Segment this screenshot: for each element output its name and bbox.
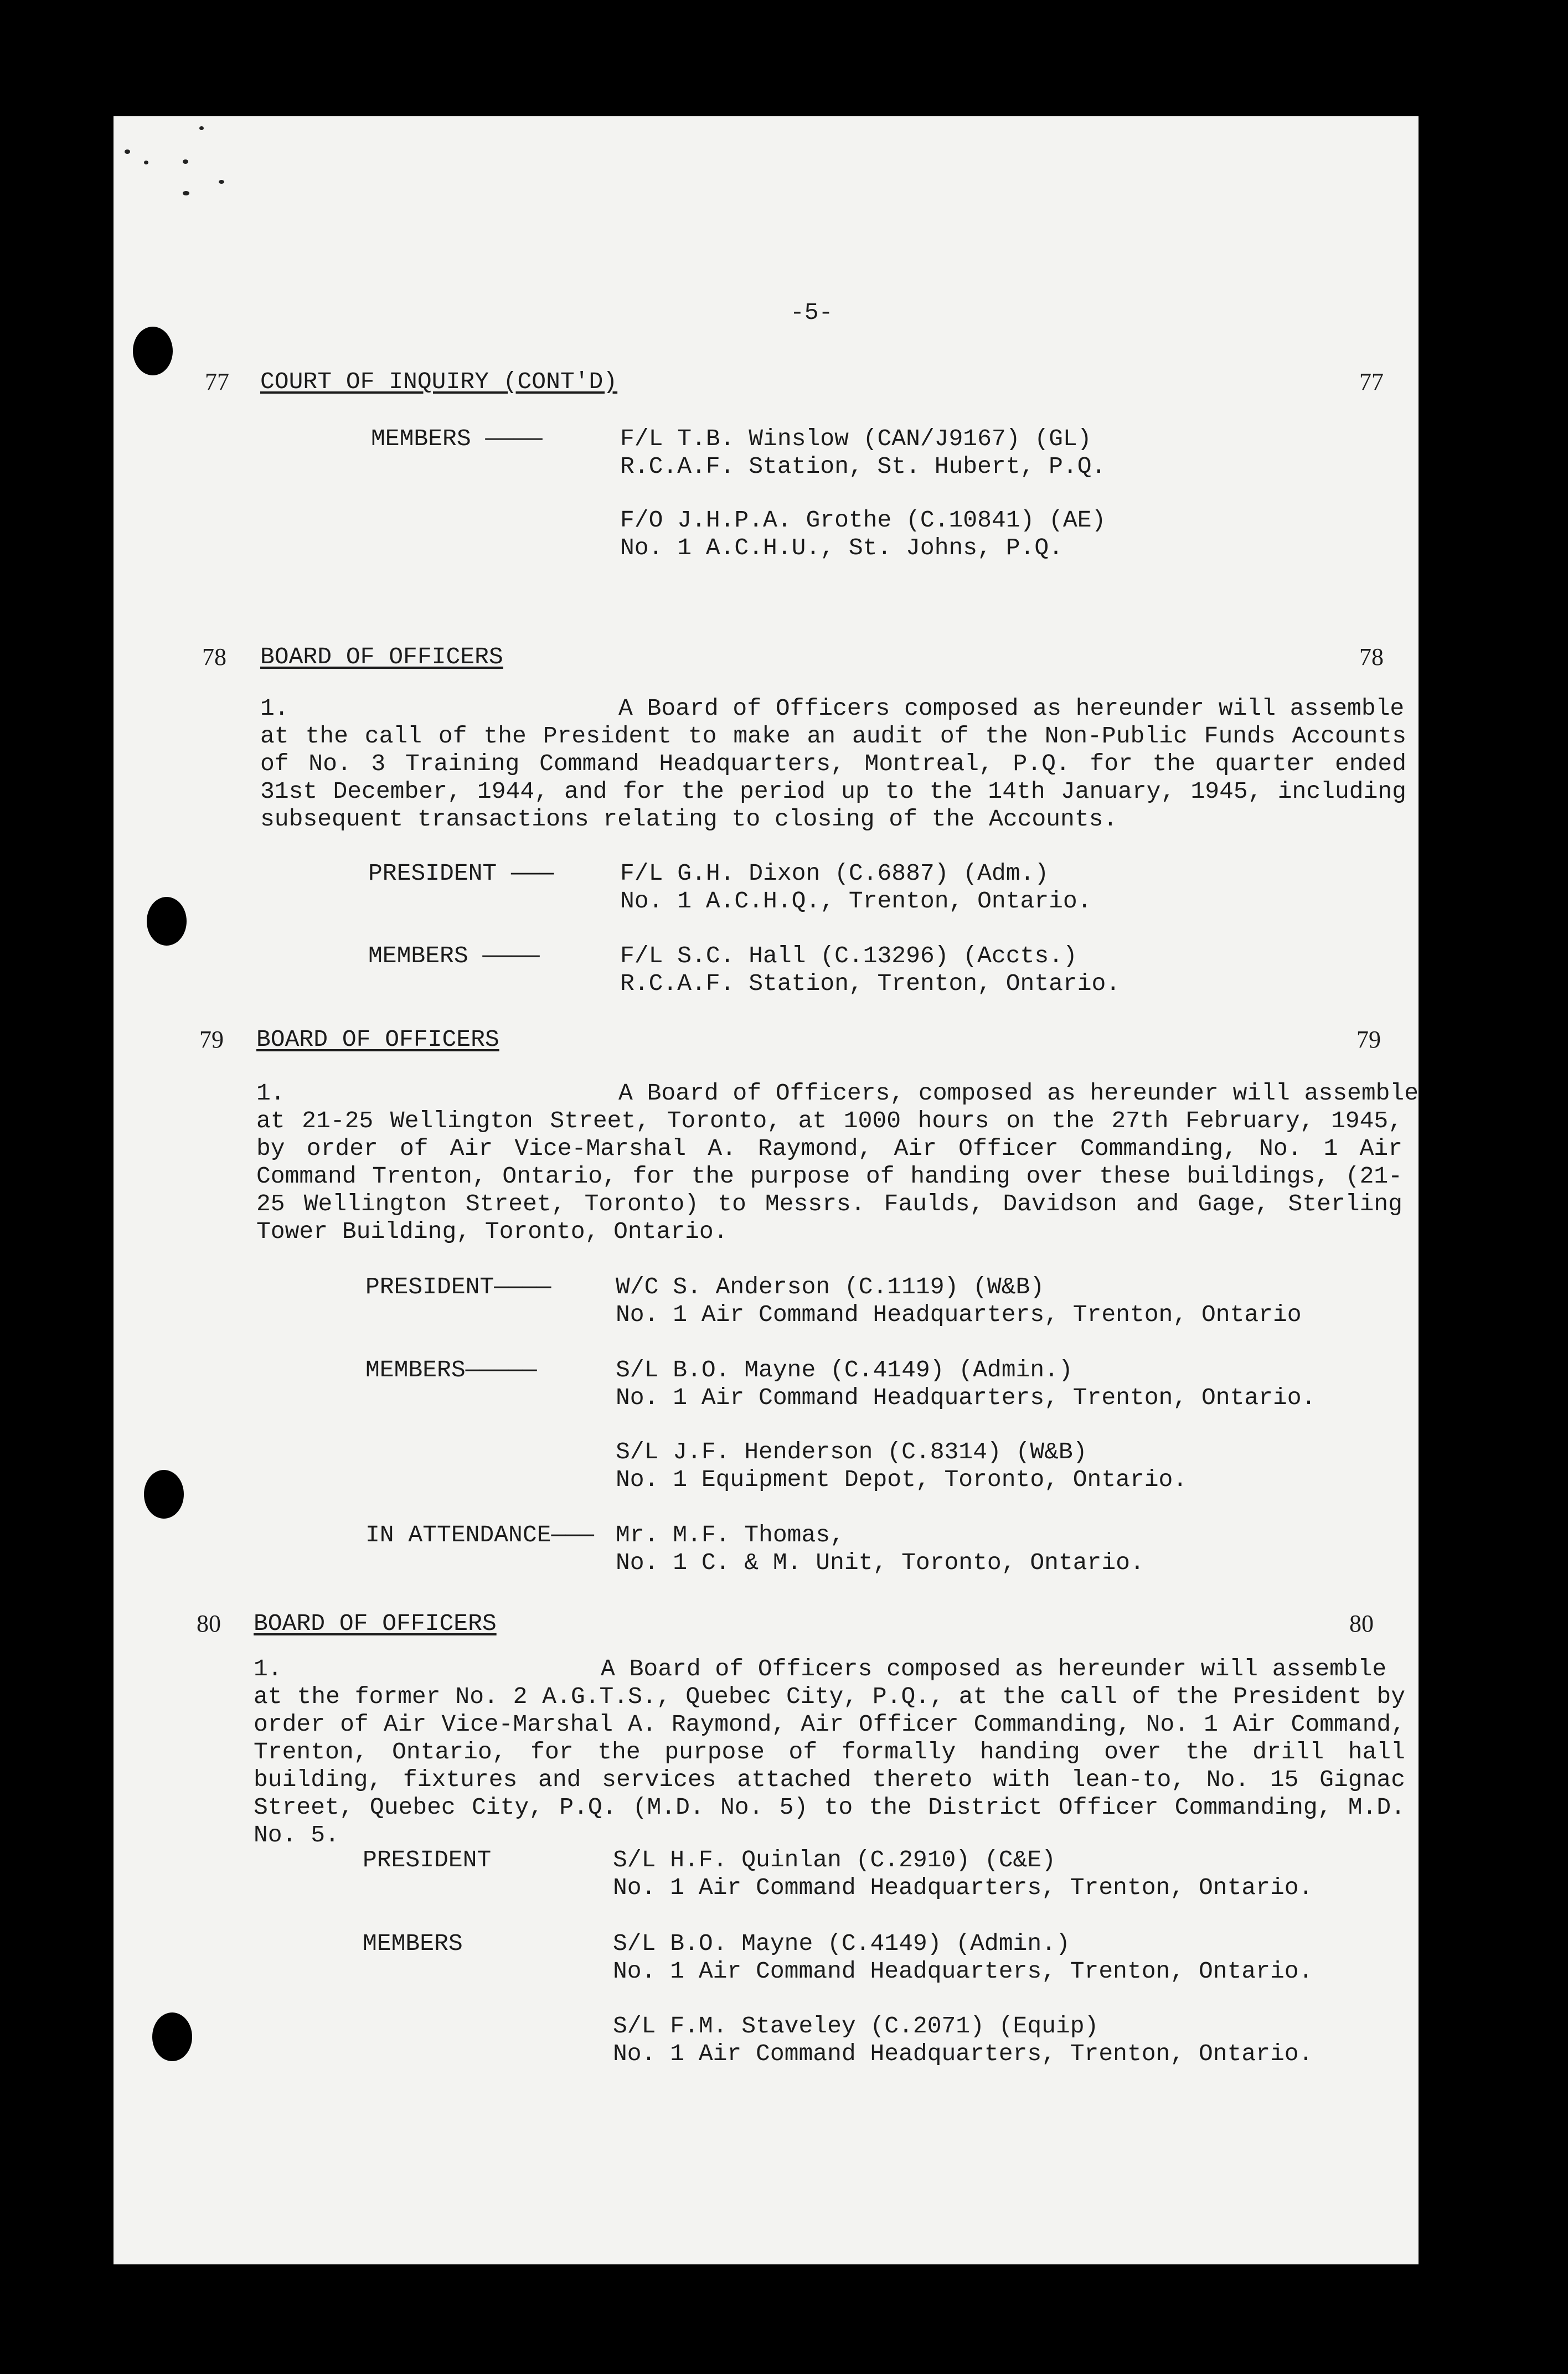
member-line: No. 1 Equipment Depot, Toronto, Ontario. — [616, 1466, 1188, 1493]
dust-speck — [183, 191, 189, 195]
member-line: F/L T.B. Winslow (CAN/J9167) (GL) — [620, 425, 1092, 452]
section-title: COURT OF INQUIRY (CONT'D) — [260, 368, 618, 395]
section-number-right: 80 — [1349, 1610, 1374, 1637]
member-line: No. 1 Air Command Headquarters, Trenton, Ontario. — [616, 1384, 1316, 1411]
president-label: PRESIDENT ——— — [368, 860, 554, 887]
president-line: No. 1 Air Command Headquarters, Trenton, Ontario. — [613, 1874, 1313, 1901]
paragraph-first-line: A Board of Officers composed as hereunder will assemble — [618, 695, 1405, 722]
paragraph-number: 1. — [256, 1080, 285, 1107]
member-line: S/L B.O. Mayne (C.4149) (Admin.) — [613, 1930, 1070, 1957]
member-line: S/L B.O. Mayne (C.4149) (Admin.) — [616, 1356, 1073, 1384]
attendance-label: IN ATTENDANCE——— — [365, 1521, 594, 1549]
section-number-right: 78 — [1359, 643, 1384, 670]
member-line: R.C.A.F. Station, St. Hubert, P.Q. — [620, 453, 1106, 480]
member-line: R.C.A.F. Station, Trenton, Ontario. — [620, 970, 1121, 997]
member-line: F/O J.H.P.A. Grothe (C.10841) (AE) — [620, 507, 1106, 534]
members-label: MEMBERS ———— — [368, 942, 540, 969]
attendance-line: No. 1 C. & M. Unit, Toronto, Ontario. — [616, 1549, 1144, 1576]
paragraph-first-line: A Board of Officers composed as hereunder will assemble — [601, 1655, 1387, 1683]
president-label: PRESIDENT———— — [365, 1273, 551, 1300]
dust-speck — [125, 149, 130, 154]
dust-speck — [183, 159, 188, 164]
president-line: No. 1 A.C.H.Q., Trenton, Ontario. — [620, 887, 1092, 915]
member-line: F/L S.C. Hall (C.13296) (Accts.) — [620, 942, 1077, 969]
section-title: BOARD OF OFFICERS — [256, 1026, 499, 1053]
member-line: No. 1 Air Command Headquarters, Trenton, Ontario. — [613, 1958, 1313, 1985]
president-line: F/L G.H. Dixon (C.6887) (Adm.) — [620, 860, 1049, 887]
paragraph-body: at 21-25 Wellington Street, Toronto, at 1000 hours on the 27th February, 1945, by order of Air Vice-Marshal A. Raymond, Air Officer Commanding, No. 1 Air Command Trenton, Ontario, for the purpose of handing over these buildings, (21-25 Wellington Street, Toronto) to Messrs. Faulds, Davidson and Gage, Sterling Tower Building, Toronto, Ontario. — [256, 1107, 1402, 1245]
section-number-left: 80 — [197, 1610, 221, 1637]
members-label: MEMBERS ———— — [371, 425, 543, 452]
document-page — [114, 116, 1419, 2264]
section-title: BOARD OF OFFICERS — [254, 1610, 497, 1637]
section-title: BOARD OF OFFICERS — [260, 643, 503, 670]
member-line: No. 1 A.C.H.U., St. Johns, P.Q. — [620, 534, 1063, 561]
dust-speck — [144, 161, 148, 164]
members-label: MEMBERS — [363, 1930, 463, 1957]
attendance-line: Mr. M.F. Thomas, — [616, 1521, 844, 1549]
president-line: No. 1 Air Command Headquarters, Trenton, Ontario — [616, 1301, 1302, 1328]
punch-hole-bottom — [152, 2012, 192, 2061]
page-number: -5- — [790, 299, 833, 326]
section-number-right: 77 — [1359, 368, 1384, 395]
paragraph-body: at the former No. 2 A.G.T.S., Quebec City, P.Q., at the call of the President by order of Air Vice-Marshal A. Raymond, Air Officer Commanding, No. 1 Air Command, Trenton, Ontario, for the purpose of formally handing over the drill hall building, fixtures and services attached thereto with lean-to, No. 15 Gignac Street, Quebec City, P.Q. (M.D. No. 5) to the District Officer Commanding, M.D. No. 5. — [254, 1683, 1405, 1849]
paragraph-body: at the call of the President to make an audit of the Non-Public Funds Accounts of No. 3 Training Command Headquarters, Montreal, P.Q. for the quarter ended 31st December, 1944, and for the period up to the 14th January, 1945, including subsequent transactions relating to closing of the Accounts. — [260, 722, 1406, 833]
paragraph-number: 1. — [260, 695, 289, 722]
member-line: No. 1 Air Command Headquarters, Trenton, Ontario. — [613, 2040, 1313, 2067]
punch-hole-top — [133, 327, 173, 375]
section-number-left: 78 — [202, 643, 226, 670]
section-number-right: 79 — [1356, 1026, 1381, 1053]
president-line: S/L H.F. Quinlan (C.2910) (C&E) — [613, 1846, 1056, 1874]
punch-hole-upper-middle — [147, 897, 187, 946]
members-label: MEMBERS————— — [365, 1356, 537, 1384]
member-line: S/L J.F. Henderson (C.8314) (W&B) — [616, 1438, 1087, 1465]
section-number-left: 79 — [199, 1026, 224, 1053]
paragraph-number: 1. — [254, 1655, 282, 1683]
dust-speck — [199, 126, 204, 130]
member-line: S/L F.M. Staveley (C.2071) (Equip) — [613, 2012, 1099, 2040]
punch-hole-lower-middle — [144, 1470, 184, 1519]
paragraph-first-line: A Board of Officers, composed as hereunder will assemble — [618, 1080, 1419, 1107]
president-label: PRESIDENT — [363, 1846, 492, 1874]
president-line: W/C S. Anderson (C.1119) (W&B) — [616, 1273, 1045, 1300]
section-number-left: 77 — [205, 368, 229, 395]
dust-speck — [219, 180, 224, 184]
